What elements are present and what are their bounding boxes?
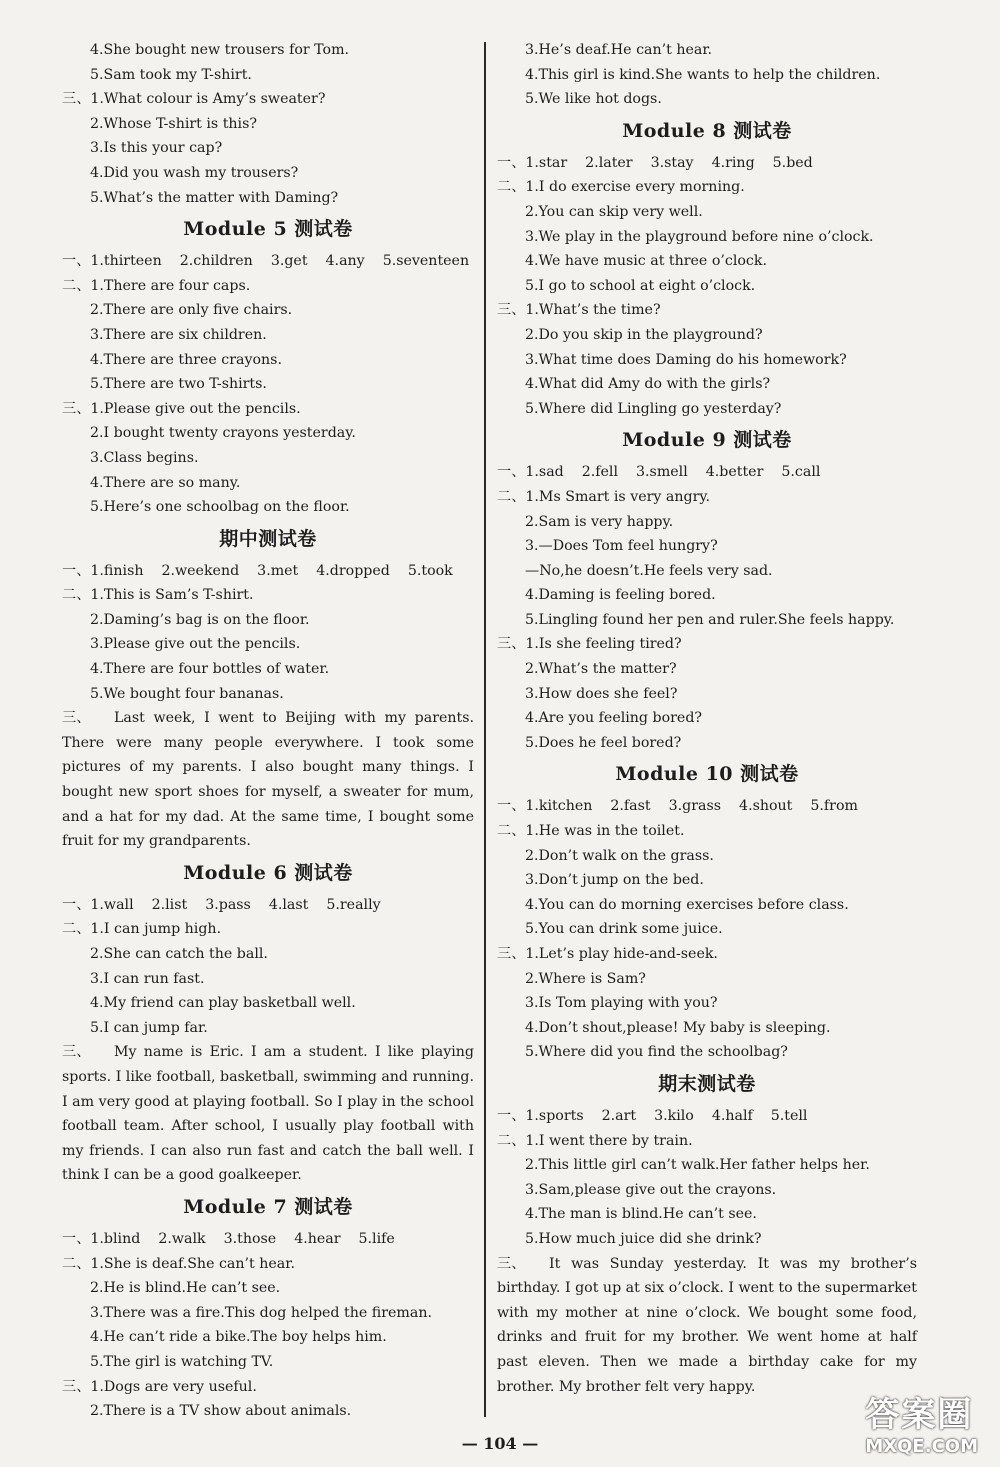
answer-word: 1.star bbox=[525, 154, 568, 171]
answer-word: 2.weekend bbox=[161, 562, 240, 579]
answer-word: 1.blind bbox=[90, 1230, 141, 1247]
answer-line bbox=[497, 348, 917, 373]
watermark bbox=[865, 1387, 978, 1457]
answer-line bbox=[497, 632, 917, 657]
answer-line bbox=[497, 1040, 917, 1065]
section-mark: 一、 bbox=[62, 896, 91, 913]
answer-line bbox=[62, 991, 474, 1016]
answer-line-inline bbox=[497, 460, 917, 485]
answer-word: 1.sports bbox=[525, 1107, 584, 1124]
answer-line bbox=[62, 1252, 474, 1277]
answer-text: 3.I can run fast. bbox=[90, 970, 205, 987]
answer-word: 2.art bbox=[601, 1107, 637, 1124]
answer-text: 2.She can catch the ball. bbox=[90, 946, 268, 962]
answer-line bbox=[497, 372, 917, 397]
answer-text: 2.What’s the matter? bbox=[525, 661, 677, 678]
answer-text: 4.He can’t ride a bike.The boy helps him. bbox=[90, 1329, 387, 1346]
answer-line bbox=[62, 348, 474, 373]
answer-line bbox=[497, 559, 917, 584]
answer-line bbox=[497, 274, 917, 299]
answer-line bbox=[62, 1350, 474, 1375]
answer-line bbox=[497, 1202, 917, 1227]
answer-line-inline bbox=[62, 893, 474, 918]
answer-line bbox=[497, 485, 917, 510]
answer-line bbox=[62, 372, 474, 397]
answer-text: 2.Where is Sam? bbox=[525, 970, 646, 987]
answer-word: 4.ring bbox=[711, 154, 755, 171]
answer-text: 5.We bought four bananas. bbox=[90, 685, 284, 702]
section-title: 期末测试卷 bbox=[658, 1072, 756, 1095]
answer-text: 4.She bought new trousers for Tom. bbox=[90, 42, 350, 58]
section-title: Module 9 测试卷 bbox=[622, 429, 792, 452]
answer-line bbox=[497, 917, 917, 942]
answer-text: 2.Whose T-shirt is this? bbox=[90, 115, 257, 132]
answer-text: 1.He was in the toilet. bbox=[525, 823, 685, 840]
answer-word: 4.last bbox=[268, 896, 309, 913]
answer-word: 2.list bbox=[151, 896, 188, 913]
answer-line bbox=[62, 632, 474, 657]
section-mark: 三、 bbox=[497, 636, 526, 653]
answer-word: 4.better bbox=[705, 464, 764, 481]
answer-text: 3.Is this your cap? bbox=[90, 140, 223, 157]
answer-text: —No,he doesn’t.He feels very sad. bbox=[525, 562, 773, 579]
watermark-url: MXQE.COM bbox=[865, 1436, 978, 1457]
answer-text: 5.Sam took my T-shirt. bbox=[90, 66, 252, 83]
section-mark: 一、 bbox=[497, 154, 526, 171]
answer-line bbox=[62, 1325, 474, 1350]
answer-line bbox=[497, 1129, 917, 1154]
answer-text: 3.There are six children. bbox=[90, 326, 267, 343]
answer-text: 3.Sam,please give out the crayons. bbox=[525, 1181, 777, 1198]
answer-text: 5.Here’s one schoolbag on the floor. bbox=[90, 499, 350, 516]
answer-line-inline bbox=[497, 794, 917, 819]
answer-line-inline bbox=[62, 559, 474, 584]
answer-text: 2.Don’t walk on the grass. bbox=[525, 847, 714, 864]
answer-paragraph bbox=[62, 706, 474, 854]
column-divider bbox=[484, 42, 486, 1417]
answer-text: 5.The girl is watching TV. bbox=[90, 1353, 274, 1370]
answer-text: 1.She is deaf.She can’t hear. bbox=[90, 1255, 295, 1272]
answer-word: 5.call bbox=[781, 464, 821, 481]
section-mark: 一、 bbox=[62, 1230, 91, 1247]
answer-word: 5.took bbox=[407, 562, 453, 579]
answer-text: 3.We play in the playground before nine o’clock. bbox=[525, 228, 874, 245]
answer-text: 4.Are you feeling bored? bbox=[525, 710, 703, 727]
answer-text: 4.This girl is kind.She wants to help the children. bbox=[525, 66, 881, 83]
answer-line bbox=[497, 893, 917, 918]
answer-word: 5.bed bbox=[772, 154, 813, 171]
answer-word: 3.met bbox=[257, 562, 299, 579]
answer-word: 5.life bbox=[358, 1230, 395, 1247]
answer-line bbox=[497, 731, 917, 756]
section-mark: 三、 bbox=[62, 1378, 91, 1395]
answer-line bbox=[497, 819, 917, 844]
answer-word: 2.fell bbox=[581, 464, 619, 481]
answer-text: 4.We have music at three o’clock. bbox=[525, 253, 767, 270]
answer-line bbox=[497, 706, 917, 731]
section-mark: 一、 bbox=[62, 253, 91, 270]
answer-line bbox=[62, 608, 474, 633]
answer-line bbox=[497, 682, 917, 707]
answer-text: 1.Let’s play hide-and-seek. bbox=[525, 946, 718, 962]
answer-line bbox=[62, 397, 474, 422]
answer-text: 5.I go to school at eight o’clock. bbox=[525, 277, 756, 294]
page-number: — 104 — bbox=[461, 1434, 539, 1453]
answer-line-inline bbox=[62, 249, 474, 274]
answer-text: 5.Where did you find the schoolbag? bbox=[525, 1044, 788, 1061]
answer-text: 3.Is Tom playing with you? bbox=[525, 995, 718, 1012]
section-mark: 二、 bbox=[497, 179, 526, 196]
answer-line bbox=[497, 1178, 917, 1203]
answer-word: 3.smell bbox=[636, 464, 688, 481]
answer-line bbox=[62, 87, 474, 112]
answer-line bbox=[497, 657, 917, 682]
paragraph-text: It was Sunday yesterday. It was my brother’s birthday. I got up at six o’clock. I went to the supermarket with my mother at nine o’clock. We bought some food, drinks and fruit for my brother. We went home at half past eleven. Then we made a birthday cake for my brother. My brother felt very happy. bbox=[497, 1255, 917, 1395]
answer-line bbox=[497, 510, 917, 535]
answer-line bbox=[62, 136, 474, 161]
answer-text: 5.What’s the matter with Daming? bbox=[90, 189, 339, 206]
answer-text: 2.He is blind.He can’t see. bbox=[90, 1280, 281, 1297]
answer-line bbox=[497, 967, 917, 992]
section-title: Module 8 测试卷 bbox=[622, 119, 792, 142]
answer-word: 5.from bbox=[810, 798, 858, 815]
answer-line bbox=[497, 38, 917, 63]
answer-text: 1.This is Sam’s T-shirt. bbox=[90, 587, 254, 604]
answer-word: 2.walk bbox=[158, 1230, 206, 1247]
answer-line bbox=[497, 249, 917, 274]
answer-word: 3.stay bbox=[650, 154, 694, 171]
answer-line-inline bbox=[497, 151, 917, 176]
answer-line bbox=[62, 583, 474, 608]
answer-word: 3.those bbox=[223, 1230, 277, 1247]
section-title: Module 5 测试卷 bbox=[183, 218, 353, 241]
section-mark: 二、 bbox=[497, 1132, 526, 1149]
section-mark: 二、 bbox=[497, 823, 526, 840]
answer-word: 1.thirteen bbox=[90, 253, 162, 270]
answer-text: 2.Sam is very happy. bbox=[525, 513, 674, 530]
answer-text: 1.Ms Smart is very angry. bbox=[525, 488, 711, 505]
answer-word: 5.seventeen bbox=[382, 253, 470, 270]
answer-line bbox=[62, 446, 474, 471]
answer-line bbox=[62, 657, 474, 682]
answer-text: 1.I can jump high. bbox=[90, 921, 222, 938]
answer-text: 2.Do you skip in the playground? bbox=[525, 326, 763, 343]
answer-line bbox=[62, 421, 474, 446]
answer-word: 2.fast bbox=[610, 798, 651, 815]
answer-line bbox=[497, 942, 917, 967]
section-mark: 一、 bbox=[62, 562, 91, 579]
section-mark: 三、 bbox=[62, 400, 91, 417]
section-mark: 二、 bbox=[497, 488, 526, 505]
answer-line bbox=[62, 161, 474, 186]
answer-line bbox=[497, 175, 917, 200]
answer-line bbox=[62, 1276, 474, 1301]
answer-text: 1.What’s the time? bbox=[525, 302, 661, 319]
answer-word: 3.pass bbox=[205, 896, 251, 913]
answer-line bbox=[62, 1301, 474, 1326]
answer-text: 2.I bought twenty crayons yesterday. bbox=[90, 425, 356, 442]
answer-line bbox=[62, 63, 474, 88]
answer-text: 2.There are only five chairs. bbox=[90, 302, 293, 319]
answer-text: 4.Don’t shout,please! My baby is sleeping. bbox=[525, 1019, 831, 1036]
paragraph-text: Last week, I went to Beijing with my parents. There were many people everywhere. I took some pictures of my parents. I also bought many things. I bought new sport shoes for myself, a sweater for mum, and a hat for my dad. At the same time, I bought some fruit for my grandparents. bbox=[62, 710, 474, 850]
answer-text: 3.Don’t jump on the bed. bbox=[525, 872, 704, 889]
answer-word: 3.grass bbox=[668, 798, 722, 815]
answer-line bbox=[497, 534, 917, 559]
answer-line bbox=[497, 298, 917, 323]
answer-text: 5.There are two T-shirts. bbox=[90, 376, 267, 393]
answer-text: 5.We like hot dogs. bbox=[525, 91, 662, 108]
answer-line bbox=[497, 608, 917, 633]
answer-word: 2.children bbox=[179, 253, 253, 270]
answer-line bbox=[62, 967, 474, 992]
answer-line bbox=[497, 87, 917, 112]
section-mark: 三、 bbox=[62, 1044, 91, 1061]
answer-word: 4.any bbox=[325, 253, 365, 270]
answer-text: 4.My friend can play basketball well. bbox=[90, 995, 356, 1012]
answer-word: 1.sad bbox=[525, 464, 564, 481]
answer-text: 1.Dogs are very useful. bbox=[90, 1378, 257, 1395]
answer-line bbox=[62, 112, 474, 137]
answer-line bbox=[62, 495, 474, 520]
answer-line bbox=[62, 942, 474, 967]
answer-text: 4.The man is blind.He can’t see. bbox=[525, 1206, 757, 1223]
answer-line bbox=[497, 323, 917, 348]
section-mark: 三、 bbox=[497, 1255, 526, 1272]
section-mark: 三、 bbox=[62, 91, 91, 108]
section-mark: 二、 bbox=[62, 1255, 91, 1272]
answer-line bbox=[497, 200, 917, 225]
section-title: Module 7 测试卷 bbox=[183, 1195, 353, 1218]
answer-text: 4.There are so many. bbox=[90, 474, 241, 491]
answer-line bbox=[497, 1153, 917, 1178]
answer-line bbox=[497, 844, 917, 869]
answer-line bbox=[62, 471, 474, 496]
answer-text: 4.Did you wash my trousers? bbox=[90, 164, 299, 181]
answer-text: 5.Does he feel bored? bbox=[525, 734, 682, 751]
answer-line bbox=[497, 1227, 917, 1252]
answer-text: 5.I can jump far. bbox=[90, 1019, 208, 1036]
section-mark: 一、 bbox=[497, 798, 526, 815]
answer-line bbox=[497, 63, 917, 88]
answer-line bbox=[497, 583, 917, 608]
answer-word: 4.hear bbox=[294, 1230, 341, 1247]
answer-word: 5.tell bbox=[770, 1107, 808, 1124]
answer-text: 5.Where did Lingling go yesterday? bbox=[525, 400, 782, 417]
answer-text: 3.Class begins. bbox=[90, 449, 199, 466]
answer-line bbox=[62, 917, 474, 942]
left-column bbox=[62, 38, 474, 1424]
answer-text: 1.There are four caps. bbox=[90, 277, 251, 294]
answer-word: 4.shout bbox=[739, 798, 793, 815]
answer-text: 5.Lingling found her pen and ruler.She feels happy. bbox=[525, 611, 895, 628]
answer-text: 4.There are three crayons. bbox=[90, 351, 282, 368]
answer-word: 3.get bbox=[270, 253, 308, 270]
answer-text: 1.Please give out the pencils. bbox=[90, 400, 301, 417]
paragraph-text: My name is Eric. I am a student. I like playing sports. I like football, basketball, swimming and running. I am very good at playing football. So I play in the school football team. After school, I usually play football with my friends. I can also run fast and catch the ball well. I think I can be a good goalkeeper. bbox=[62, 1044, 474, 1184]
section-mark: 一、 bbox=[497, 464, 526, 481]
answer-line-inline bbox=[497, 1104, 917, 1129]
answer-text: 1.I went there by train. bbox=[525, 1132, 693, 1149]
right-column bbox=[497, 38, 917, 1399]
answer-word: 1.finish bbox=[90, 562, 144, 579]
answer-text: 3.He’s deaf.He can’t hear. bbox=[525, 42, 713, 58]
answer-text: 1.I do exercise every morning. bbox=[525, 179, 745, 196]
answer-text: 3.Please give out the pencils. bbox=[90, 636, 301, 653]
watermark-logo: 答案圈 bbox=[865, 1395, 974, 1435]
answer-line bbox=[62, 1375, 474, 1400]
section-title: 期中测试卷 bbox=[219, 527, 317, 550]
answer-line bbox=[62, 186, 474, 211]
answer-text: 2.You can skip very well. bbox=[525, 203, 703, 220]
answer-paragraph bbox=[497, 1252, 917, 1400]
answer-text: 1.Is she feeling tired? bbox=[525, 636, 682, 653]
answer-line bbox=[62, 323, 474, 348]
answer-text: 2.There is a TV show about animals. bbox=[90, 1403, 352, 1420]
answer-line bbox=[497, 868, 917, 893]
section-mark: 二、 bbox=[62, 921, 91, 938]
answer-line bbox=[497, 991, 917, 1016]
answer-text: 3.What time does Daming do his homework? bbox=[525, 351, 847, 368]
answer-word: 4.half bbox=[711, 1107, 753, 1124]
answer-line bbox=[62, 1016, 474, 1041]
answer-word: 3.kilo bbox=[654, 1107, 694, 1124]
answer-text: 1.What colour is Amy’s sweater? bbox=[90, 91, 326, 108]
section-title: Module 10 测试卷 bbox=[615, 763, 799, 786]
answer-word: 1.wall bbox=[90, 896, 134, 913]
answer-text: 3.—Does Tom feel hungry? bbox=[525, 538, 718, 555]
answer-word: 4.dropped bbox=[316, 562, 390, 579]
answer-word: 5.really bbox=[326, 896, 381, 913]
answer-paragraph bbox=[62, 1040, 474, 1188]
answer-text: 4.There are four bottles of water. bbox=[90, 661, 330, 678]
answer-text: 4.Daming is feeling bored. bbox=[525, 587, 716, 604]
answer-line-inline bbox=[62, 1227, 474, 1252]
answer-line bbox=[497, 397, 917, 422]
answer-line bbox=[62, 38, 474, 63]
answer-text: 5.How much juice did she drink? bbox=[525, 1230, 762, 1247]
section-mark: 三、 bbox=[497, 946, 526, 962]
answer-word: 1.kitchen bbox=[525, 798, 593, 815]
answer-word: 2.later bbox=[585, 154, 633, 171]
answer-line bbox=[62, 682, 474, 707]
answer-text: 5.You can drink some juice. bbox=[525, 921, 723, 938]
answer-text: 4.You can do morning exercises before class. bbox=[525, 896, 849, 913]
section-mark: 三、 bbox=[497, 302, 526, 319]
answer-text: 3.There was a fire.This dog helped the fireman. bbox=[90, 1304, 432, 1321]
section-title: Module 6 测试卷 bbox=[183, 861, 353, 884]
answer-line bbox=[62, 1399, 474, 1424]
answer-line bbox=[497, 1016, 917, 1041]
answer-text: 2.This little girl can’t walk.Her father helps her. bbox=[525, 1157, 870, 1174]
section-mark: 二、 bbox=[62, 587, 91, 604]
answer-line bbox=[62, 298, 474, 323]
section-mark: 三、 bbox=[62, 710, 91, 727]
answer-text: 2.Daming’s bag is on the floor. bbox=[90, 611, 310, 628]
answer-line bbox=[62, 274, 474, 299]
answer-line bbox=[497, 225, 917, 250]
answer-text: 3.How does she feel? bbox=[525, 685, 678, 702]
section-mark: 二、 bbox=[62, 277, 91, 294]
section-mark: 一、 bbox=[497, 1107, 526, 1124]
answer-text: 4.What did Amy do with the girls? bbox=[525, 376, 771, 393]
